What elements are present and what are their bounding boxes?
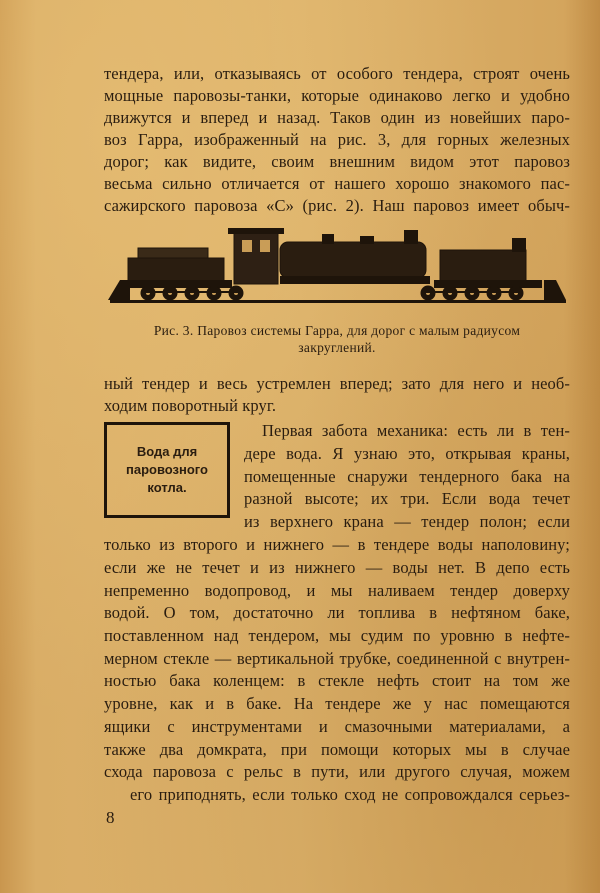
page-number: 8: [106, 808, 115, 827]
text-line: только из второго и нижнего — в тендере воды наполовину;: [104, 535, 570, 554]
text-line: воз Гарра, изображенный на рис. 3, для горных железных: [104, 130, 570, 149]
text-line: из верхнего крана — тендер полон; если: [244, 512, 570, 531]
text-line: дорог; как видите, своим внешним видом этот паровоз: [104, 152, 570, 171]
text-line: движутся и вперед и назад. Таков один из новейших паро-: [104, 108, 570, 127]
figure-caption: Рис. 3. Паровоз системы Гарра, для дорог с малым радиусом: [153, 323, 521, 338]
text-line: водой. О том, достаточно ли топлива в нефтяном баке,: [104, 603, 570, 622]
text-line: ностью бака коленцем: в стекле нефть стоит на том же: [104, 671, 570, 690]
garratt-locomotive-figure: [108, 222, 568, 312]
text-line: уровне, как и в баке. На тендере же у нас помещаются: [104, 694, 570, 713]
figure-caption: закруглений.: [298, 340, 376, 355]
text-line: мощные паровозы-танки, которые одинаково легко и удобно: [104, 86, 570, 105]
margin-heading-box: [104, 422, 230, 518]
text-line: дере вода. Я узнаю это, открывая краны,: [244, 444, 570, 463]
text-line: разной высоте; их три. Если вода течет: [244, 489, 570, 508]
text-line: непременно водопровод, и мы наливаем тендер доверху: [104, 581, 570, 600]
text-line: поставленном над тендером, мы судим по уровню в нефте-: [104, 626, 570, 645]
text-line: помещенные снаружи тендерного бака на: [244, 467, 570, 486]
text-line: его приподнять, если только сход не сопровождался серьез-: [130, 785, 570, 804]
text-line: весьма сильно отличается от нашего хорошо знакомого пас-: [104, 174, 570, 193]
text-line: тендера, или, отказываясь от особого тендера, строят очень: [104, 64, 570, 83]
text-line: если же не течет и из нижнего — воды нет. В депо есть: [104, 558, 570, 577]
margin-heading-line: Вода для: [136, 444, 198, 459]
text-line: ящики с инструментами и смазочными материалами, а: [104, 717, 570, 736]
text-line: ходим поворотный круг.: [104, 396, 277, 415]
margin-heading-line: котла.: [147, 480, 187, 495]
text-line: сажирского паровоза «С» (рис. 2). Наш паровоз имеет обыч-: [104, 196, 570, 215]
text-line: мерном стекле — вертикальной трубке, соединенной с внутрен-: [104, 649, 570, 668]
text-line: Первая забота механика: есть ли в тен-: [262, 421, 570, 440]
text-line: также два домкрата, при помощи которых мы в случае: [104, 740, 570, 759]
margin-heading-line: паровозного: [126, 462, 208, 477]
text-line: ный тендер и весь устремлен вперед; зато для него и необ-: [104, 374, 570, 393]
text-line: схода паровоза с рельс в пути, или другого случая, можем: [104, 762, 570, 781]
